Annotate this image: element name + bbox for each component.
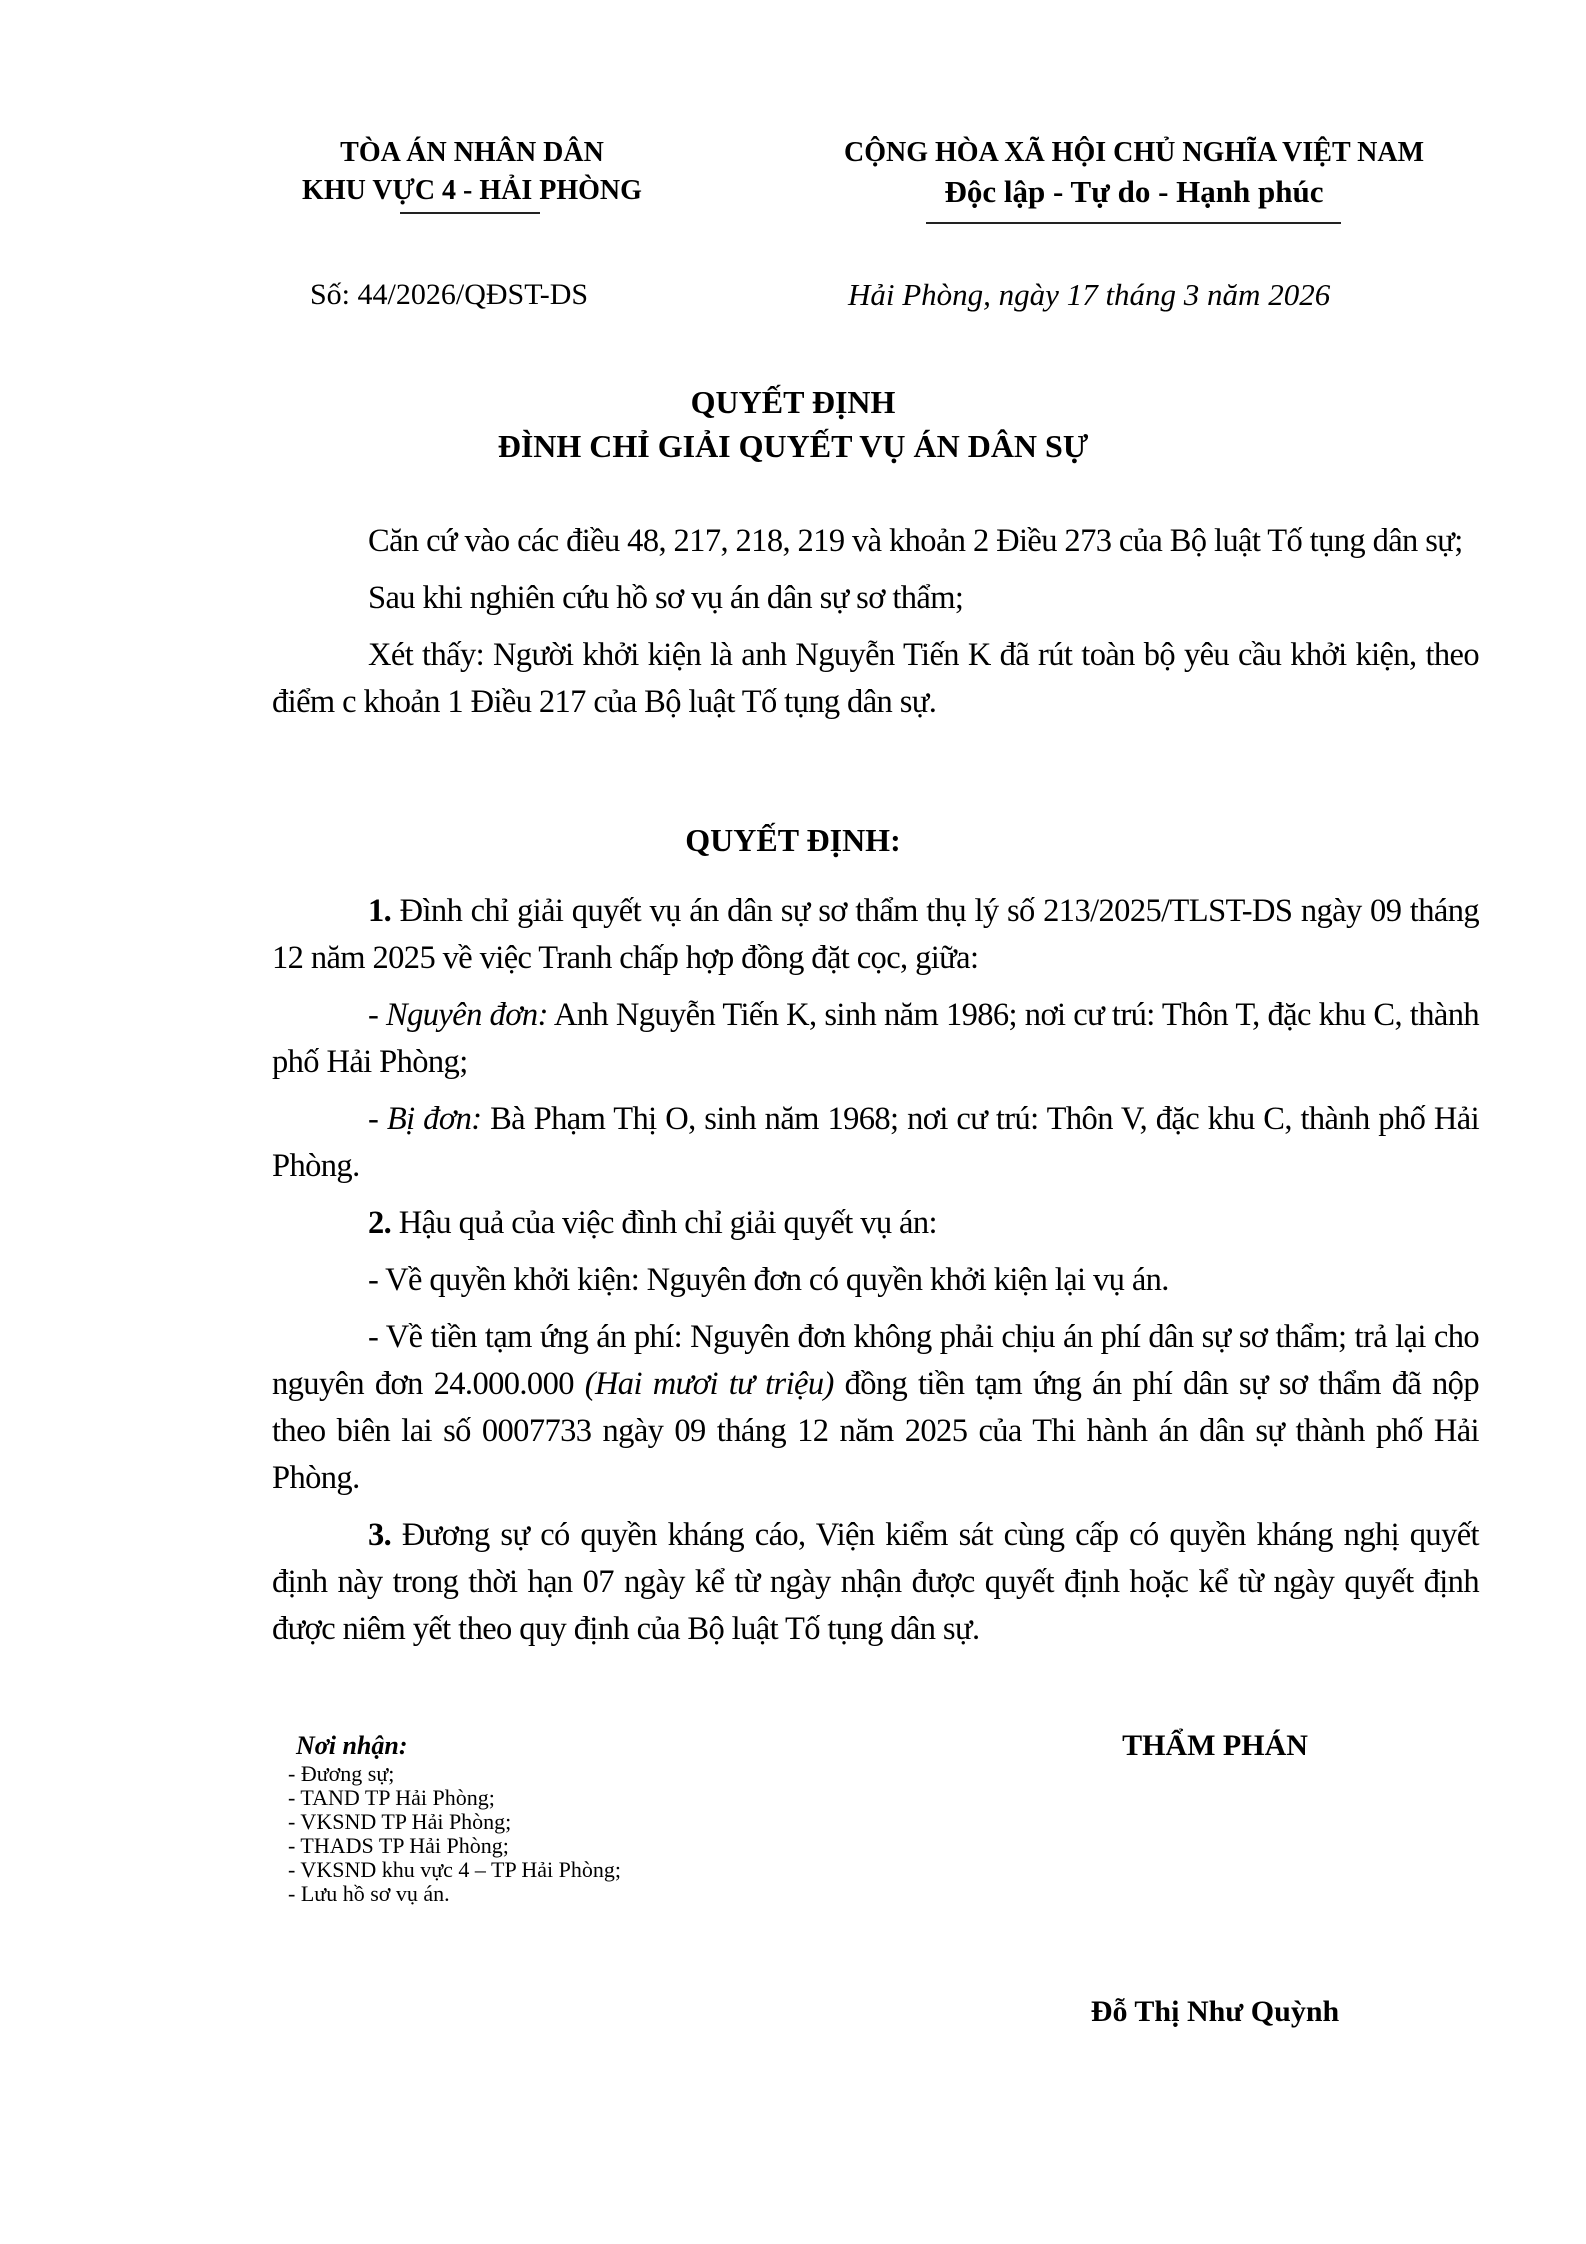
defendant-label: Bị đơn: (386, 1101, 482, 1137)
title-line1: QUYẾT ĐỊNH (690, 384, 896, 420)
court-name (262, 134, 682, 210)
signer-name: Đỗ Thị Như Quỳnh (1090, 1995, 1340, 2028)
decision-item-3 (272, 1512, 1479, 1653)
motto: Độc lập - Tự do - Hạnh phúc (944, 174, 1324, 209)
decision-item-1 (272, 888, 1479, 982)
decision-heading: QUYẾT ĐỊNH: (685, 822, 901, 858)
plaintiff-label: Nguyên đơn: (386, 997, 548, 1033)
recipients (288, 1730, 621, 1906)
motto-underline (926, 222, 1341, 224)
title-line2: ĐÌNH CHỈ GIẢI QUYẾT VỤ ÁN DÂN SỰ (497, 428, 1089, 464)
item-number: 3. (368, 1517, 392, 1553)
document-number: Số: 44/2026/QĐST-DS (310, 278, 589, 311)
recipient-item: - VKSND TP Hải Phòng; (288, 1809, 512, 1834)
item-number: 1. (368, 893, 392, 929)
document-title (0, 380, 1586, 468)
fee-amount-words: (Hai mươi tư triệu) (584, 1366, 834, 1402)
plaintiff-text: Anh Nguyễn Tiến K, sinh năm 1986; nơi cư trú: Thôn T, đặc khu C, thành phố Hải Phòng; (272, 997, 1479, 1080)
country-name: CỘNG HÒA XÃ HỘI CHỦ NGHĨA VIỆT NAM (843, 137, 1425, 168)
signer-title: THẨM PHÁN (1122, 1729, 1308, 1762)
preamble (272, 518, 1479, 726)
court-name-line2: KHU VỰC 4 - HẢI PHÒNG (302, 175, 642, 206)
court-name-line1: TÒA ÁN NHÂN DÂN (340, 137, 604, 168)
preamble-legal-basis: Căn cứ vào các điều 48, 217, 218, 219 và khoản 2 Điều 273 của Bộ luật Tố tụng dân sự; (368, 523, 1463, 559)
recipient-item: - Đương sự; (288, 1761, 395, 1786)
recipients-heading: Nơi nhận: (296, 1731, 408, 1760)
defendant-info (272, 1096, 1479, 1190)
fee-text-1: - Về tiền tạm ứng án phí: Nguyên đơn không phải chịu án phí dân sự sơ thẩm; trả lại cho nguyên đơn 24.000.000 (272, 1319, 1479, 1402)
place-and-date: Hải Phòng, ngày 17 tháng 3 năm 2026 (848, 277, 1331, 312)
preamble-finding: Xét thấy: Người khởi kiện là anh Nguyễn Tiến K đã rút toàn bộ yêu cầu khởi kiện, theo điểm c khoản 1 Điều 217 của Bộ luật Tố tụng dân sự. (272, 637, 1479, 720)
fee-text-2: đồng tiền tạm ứng án phí dân sự sơ thẩm đã nộp theo biên lai số 0007733 ngày 09 tháng 12 năm 2025 của Thi hành án dân sự thành phố Hải Phòng. (272, 1366, 1479, 1496)
right-to-sue: - Về quyền khởi kiện: Nguyên đơn có quyền khởi kiện lại vụ án. (368, 1262, 1169, 1298)
national-motto (780, 134, 1488, 212)
recipient-item: - THADS TP Hải Phòng; (288, 1833, 509, 1858)
defendant-text: Bà Phạm Thị O, sinh năm 1968; nơi cư trú: Thôn V, đặc khu C, thành phố Hải Phòng. (272, 1101, 1480, 1184)
decision-body (272, 888, 1479, 1653)
plaintiff-info (272, 992, 1479, 1086)
dash: - (368, 997, 387, 1033)
recipient-item: - Lưu hồ sơ vụ án. (288, 1881, 450, 1906)
preamble-review: Sau khi nghiên cứu hồ sơ vụ án dân sự sơ thẩm; (368, 580, 964, 616)
item-text: Hậu quả của việc đình chỉ giải quyết vụ án: (391, 1205, 937, 1241)
recipient-item: - TAND TP Hải Phòng; (288, 1785, 495, 1810)
item-text: Đình chỉ giải quyết vụ án dân sự sơ thẩm thụ lý số 213/2025/TLST-DS ngày 09 tháng 12 năm 2025 về việc Tranh chấp hợp đồng đặt cọc, giữa: (272, 893, 1479, 976)
court-name-underline (400, 212, 540, 214)
item-number: 2. (368, 1205, 392, 1241)
item-text: Đương sự có quyền kháng cáo, Viện kiểm sát cùng cấp có quyền kháng nghị quyết định này trong thời hạn 07 ngày kể từ ngày nhận được quyết định hoặc kể từ ngày quyết định được niêm yết theo quy định của Bộ luật Tố tụng dân sự. (272, 1517, 1479, 1647)
court-fee (272, 1314, 1479, 1502)
decision-item-2 (272, 1200, 1479, 1247)
recipient-item: - VKSND khu vực 4 – TP Hải Phòng; (288, 1857, 621, 1882)
dash: - (368, 1101, 387, 1137)
